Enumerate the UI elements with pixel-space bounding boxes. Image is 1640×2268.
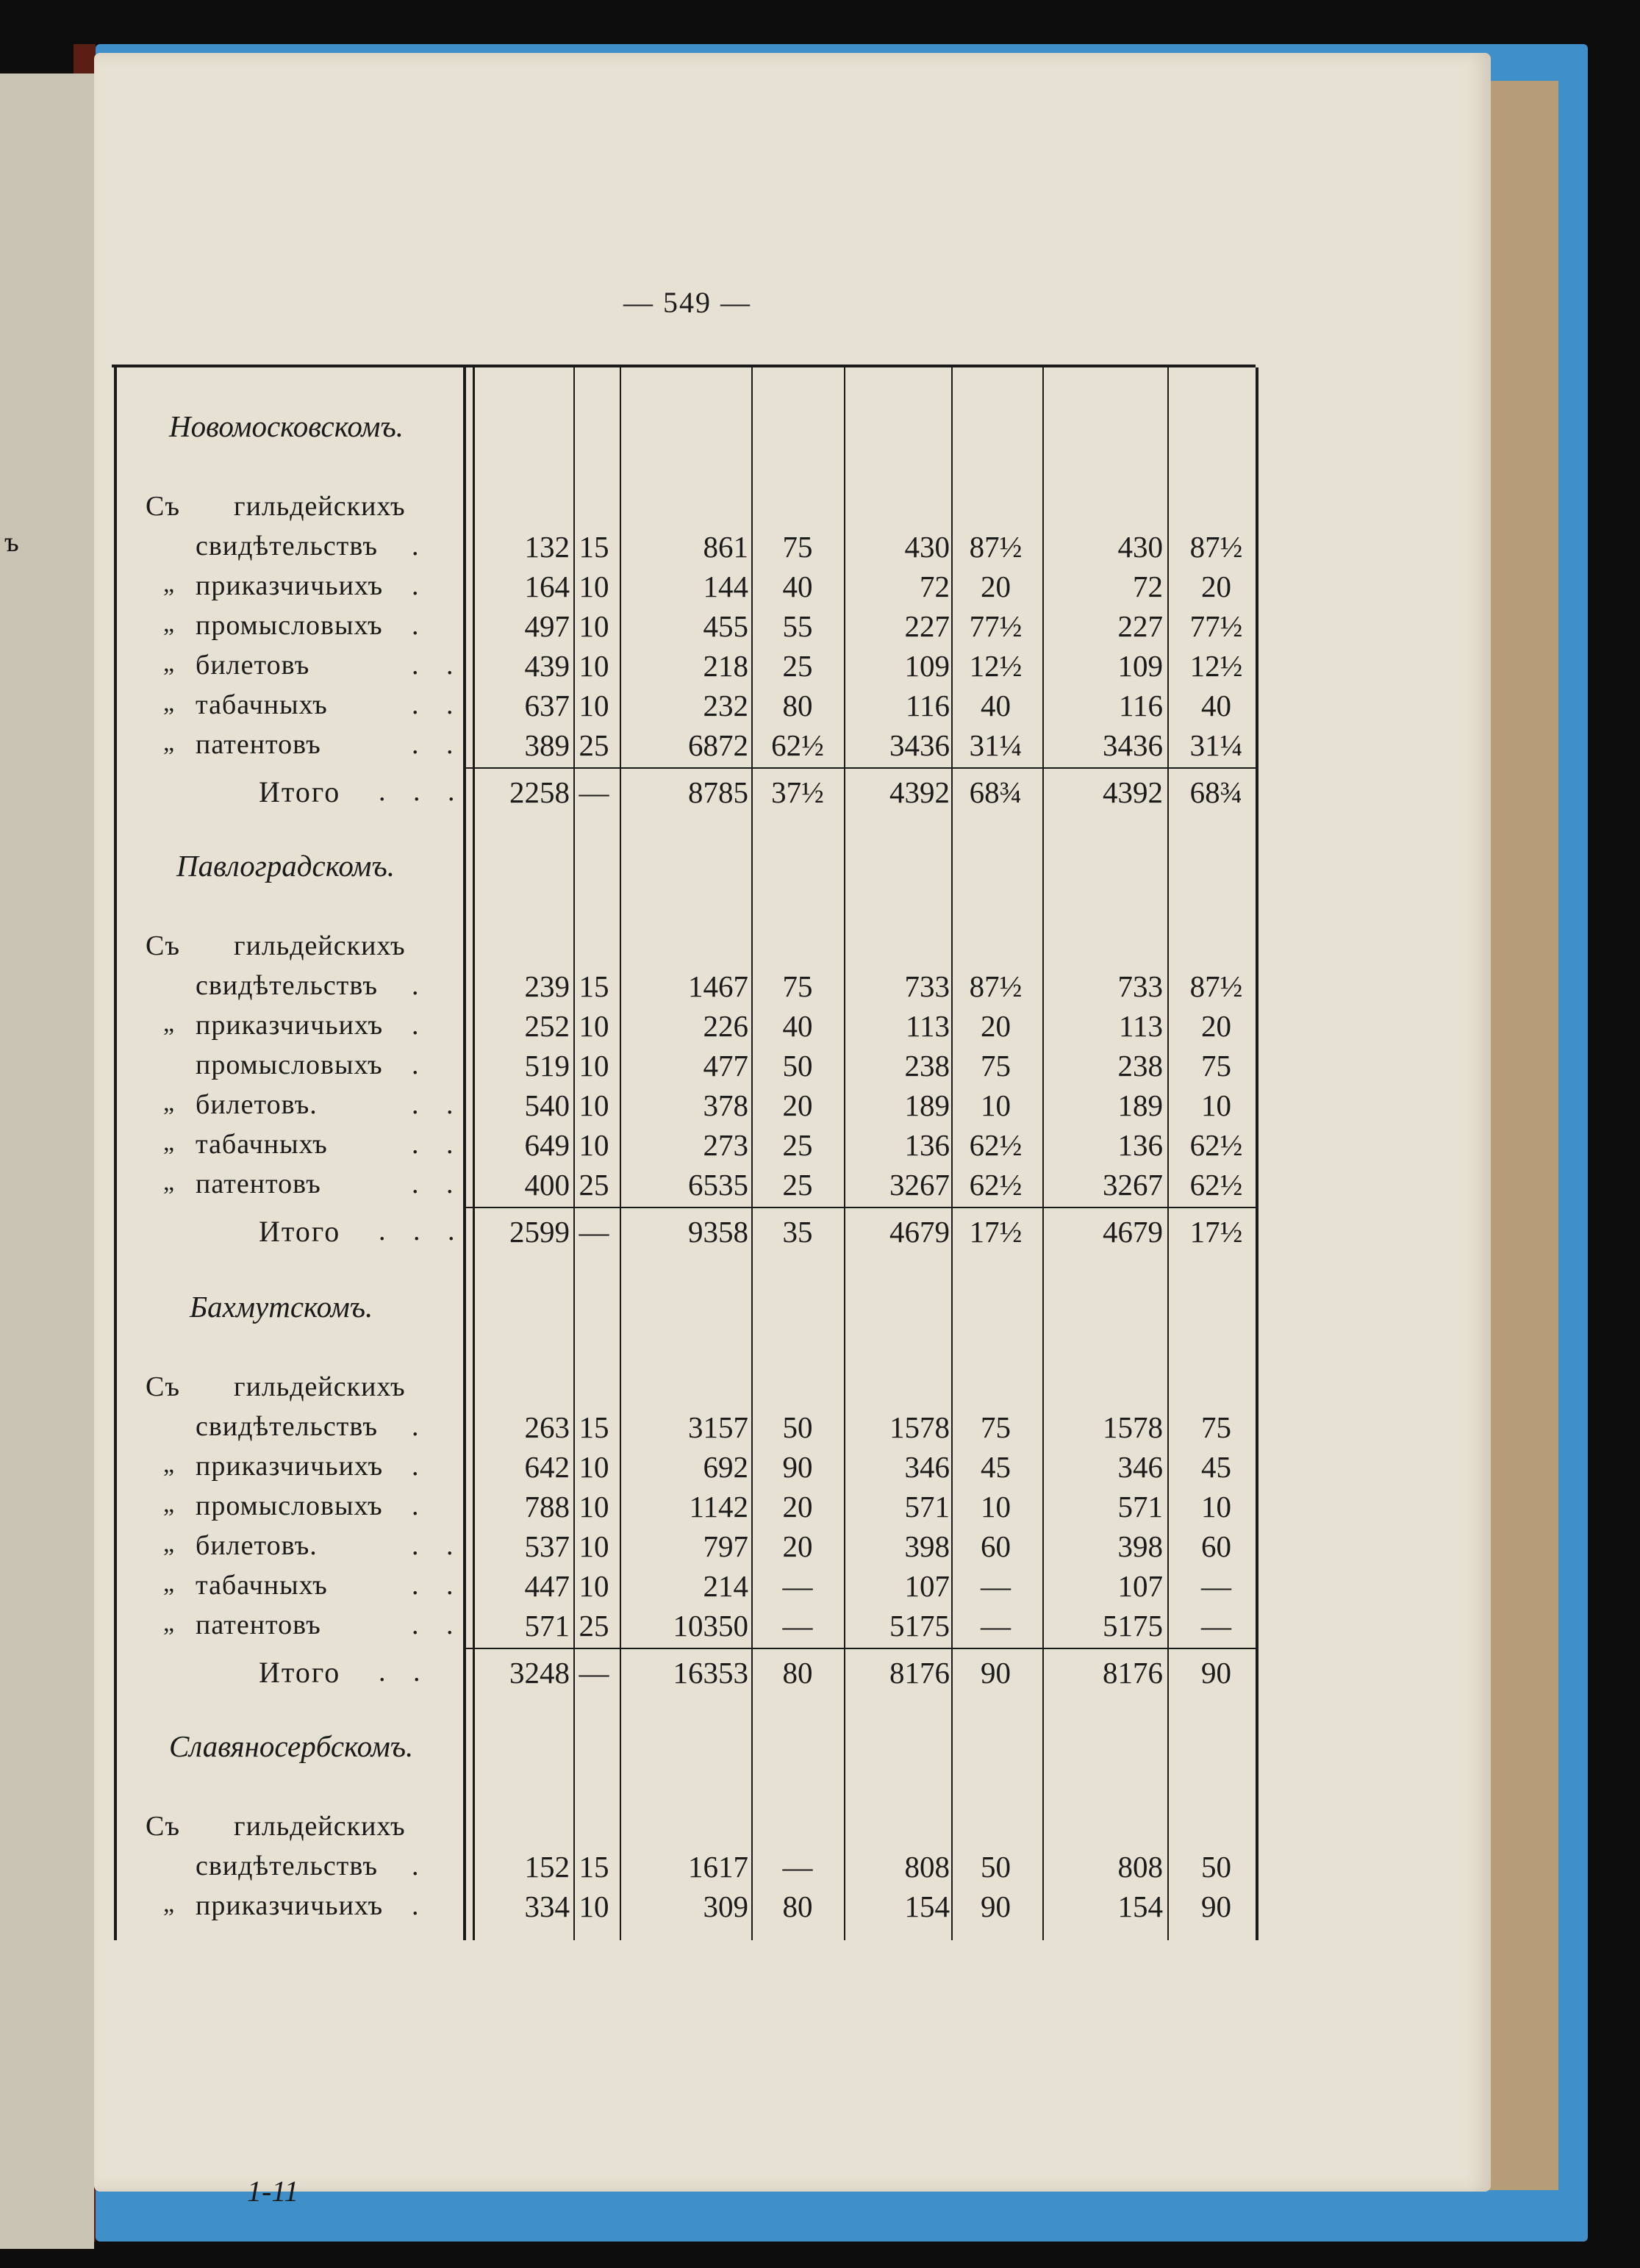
table-cell: 75 xyxy=(1201,1049,1231,1083)
total-cell: 2599 xyxy=(509,1215,570,1249)
table-cell: 80 xyxy=(782,689,813,722)
leader-dots: . . xyxy=(412,1169,464,1199)
leader-dots: . . xyxy=(412,1129,464,1160)
row-label: билетовъ. xyxy=(196,1089,318,1120)
table-cell: 10 xyxy=(579,609,609,643)
leader-dots: . . xyxy=(379,1657,431,1687)
table-cell: 12½ xyxy=(1189,649,1243,683)
row-label: приказчичьихъ xyxy=(196,1890,384,1921)
subtotal-rule xyxy=(463,767,1257,769)
total-cell: 9358 xyxy=(688,1215,748,1249)
table-cell: 3157 xyxy=(688,1410,748,1444)
table-cell: 90 xyxy=(782,1450,813,1484)
table-cell: 15 xyxy=(579,530,609,564)
table-cell: 571 xyxy=(1117,1490,1163,1524)
table-cell: 861 xyxy=(703,530,748,564)
total-cell: 37½ xyxy=(771,775,824,809)
table-cell: 227 xyxy=(904,609,950,643)
row-label: табачныхъ xyxy=(196,1129,328,1160)
table-cell: 808 xyxy=(1117,1850,1163,1884)
table-cell: 50 xyxy=(1201,1850,1231,1884)
table-cell: 20 xyxy=(981,570,1011,603)
table-cell: 87½ xyxy=(1189,530,1243,564)
table-cell: 10 xyxy=(579,1088,609,1122)
table-cell: 642 xyxy=(524,1450,570,1484)
row-label: приказчичьихъ xyxy=(196,570,384,601)
ditto-mark: „ xyxy=(163,689,175,717)
row-label: приказчичьихъ xyxy=(196,1451,384,1482)
ditto-mark: „ xyxy=(163,1089,175,1116)
total-cell: 35 xyxy=(782,1215,813,1249)
leader-dots: . xyxy=(412,1049,429,1080)
section-title: Новомосковскомъ. xyxy=(169,409,404,443)
table-cell: 25 xyxy=(579,1609,609,1643)
total-cell: 90 xyxy=(1201,1656,1231,1690)
table-cell: 87½ xyxy=(969,969,1023,1003)
table-cell: 10 xyxy=(981,1490,1011,1524)
ditto-mark: „ xyxy=(163,1169,175,1196)
table-cell: 5175 xyxy=(1103,1609,1163,1643)
table-cell: 430 xyxy=(904,530,950,564)
leader-dots: . xyxy=(412,1411,429,1442)
table-cell: — xyxy=(782,1609,813,1643)
table-cell: 537 xyxy=(524,1529,570,1563)
table-cell: 398 xyxy=(904,1529,950,1563)
row-prefix: Съ xyxy=(146,491,180,522)
table-cell: 55 xyxy=(782,609,813,643)
row-label: свидѣтельствъ xyxy=(196,1851,378,1881)
table-cell: 62½ xyxy=(969,1168,1023,1202)
table-cell: 87½ xyxy=(969,530,1023,564)
table-cell: 6535 xyxy=(688,1168,748,1202)
page-number: — 549 — xyxy=(623,286,751,319)
table-cell: 1617 xyxy=(688,1850,748,1884)
table-cell: 50 xyxy=(981,1850,1011,1884)
total-cell: 3248 xyxy=(509,1656,570,1690)
row-label: свидѣтельствъ xyxy=(196,970,378,1001)
table-cell: 152 xyxy=(524,1850,570,1884)
total-cell: 90 xyxy=(981,1656,1011,1690)
table-cell: 72 xyxy=(1133,570,1163,603)
row-label: гильдейскихъ xyxy=(234,1371,406,1402)
table-cell: — xyxy=(782,1850,813,1884)
table-cell: 3436 xyxy=(889,728,950,762)
leader-dots: . xyxy=(412,531,429,561)
table-cell: 113 xyxy=(906,1009,950,1043)
table-cell: — xyxy=(1201,1569,1231,1603)
table-cell: 232 xyxy=(703,689,748,722)
row-prefix: Съ xyxy=(146,1371,180,1402)
table-cell: 10 xyxy=(579,1490,609,1524)
leader-dots: . . . xyxy=(379,776,465,807)
table-cell: 113 xyxy=(1119,1009,1163,1043)
table-cell: 519 xyxy=(524,1049,570,1083)
table-cell: 227 xyxy=(1117,609,1163,643)
table-cell: 60 xyxy=(981,1529,1011,1563)
total-label: Итого xyxy=(259,775,341,808)
table-cell: 31¼ xyxy=(1189,728,1243,762)
table-cell: 692 xyxy=(703,1450,748,1484)
table-cell: 430 xyxy=(1117,530,1163,564)
table-cell: 45 xyxy=(1201,1450,1231,1484)
total-cell: 4392 xyxy=(1103,775,1163,809)
table-cell: 455 xyxy=(703,609,748,643)
table-cell: 10 xyxy=(981,1088,1011,1122)
row-label: гильдейскихъ xyxy=(234,1811,406,1842)
table-cell: 62½ xyxy=(1189,1168,1243,1202)
table-cell: 20 xyxy=(782,1088,813,1122)
table-cell: 346 xyxy=(1117,1450,1163,1484)
ditto-mark: „ xyxy=(163,1610,175,1637)
leader-dots: . xyxy=(412,1490,429,1521)
table-cell: 346 xyxy=(904,1450,950,1484)
table-cell: 808 xyxy=(904,1850,950,1884)
table-cell: 40 xyxy=(782,1009,813,1043)
table-cell: 10 xyxy=(579,1529,609,1563)
table-cell: 25 xyxy=(782,1168,813,1202)
section-title: Бахмутскомъ. xyxy=(190,1290,373,1324)
table-cell: 40 xyxy=(981,689,1011,722)
table-cell: 252 xyxy=(524,1009,570,1043)
table-cell: 214 xyxy=(703,1569,748,1603)
leader-dots: . xyxy=(412,1451,429,1482)
table-cell: 10 xyxy=(1201,1490,1231,1524)
table-cell: 136 xyxy=(904,1128,950,1162)
leader-dots: . . . xyxy=(379,1216,465,1246)
total-cell: 2258 xyxy=(509,775,570,809)
leader-dots: . xyxy=(412,1890,429,1921)
ditto-mark: „ xyxy=(163,570,175,597)
table-cell: 164 xyxy=(524,570,570,603)
table-cell: 447 xyxy=(524,1569,570,1603)
table-cell: 62½ xyxy=(969,1128,1023,1162)
table-cell: 60 xyxy=(1201,1529,1231,1563)
column-rule xyxy=(1167,367,1169,1940)
ditto-mark: „ xyxy=(163,610,175,637)
table-cell: 109 xyxy=(904,649,950,683)
table-cell: 571 xyxy=(904,1490,950,1524)
ditto-mark: „ xyxy=(163,650,175,677)
table-cell: 273 xyxy=(703,1128,748,1162)
table-cell: 10 xyxy=(579,649,609,683)
table-cell: 10 xyxy=(579,1128,609,1162)
table-cell: 10 xyxy=(1201,1088,1231,1122)
column-rule xyxy=(114,367,117,1940)
table-cell: 238 xyxy=(1117,1049,1163,1083)
row-label: табачныхъ xyxy=(196,1570,328,1601)
table-cell: 15 xyxy=(579,1410,609,1444)
table-cell: 75 xyxy=(981,1410,1011,1444)
leader-dots: . xyxy=(412,610,429,641)
table-cell: 3267 xyxy=(1103,1168,1163,1202)
table-cell: 90 xyxy=(981,1890,1011,1923)
ditto-mark: „ xyxy=(163,1451,175,1478)
table-cell: 62½ xyxy=(771,728,824,762)
table-cell: 733 xyxy=(904,969,950,1003)
table-cell: 25 xyxy=(579,728,609,762)
table-cell: 31¼ xyxy=(969,728,1023,762)
section-title: Павлоградскомъ. xyxy=(176,849,395,883)
row-label: гильдейскихъ xyxy=(234,491,406,522)
table-cell: — xyxy=(981,1609,1011,1643)
table-cell: 398 xyxy=(1117,1529,1163,1563)
table-cell: 10 xyxy=(579,1049,609,1083)
total-cell: 4679 xyxy=(1103,1215,1163,1249)
table-top-rule xyxy=(112,365,1256,367)
table-cell: 45 xyxy=(981,1450,1011,1484)
leader-dots: . . xyxy=(412,1570,464,1601)
leader-dots: . xyxy=(412,570,429,601)
table-cell: 389 xyxy=(524,728,570,762)
table-cell: 218 xyxy=(703,649,748,683)
total-cell: 8176 xyxy=(889,1656,950,1690)
table-cell: 107 xyxy=(904,1569,950,1603)
leader-dots: . . xyxy=(412,1610,464,1640)
table-cell: 3436 xyxy=(1103,728,1163,762)
table-cell: 116 xyxy=(1119,689,1163,722)
table-cell: 154 xyxy=(904,1890,950,1923)
table-cell: 40 xyxy=(782,570,813,603)
table-cell: 1578 xyxy=(889,1410,950,1444)
table-cell: 107 xyxy=(1117,1569,1163,1603)
column-rule xyxy=(751,367,753,1940)
table-cell: 77½ xyxy=(1189,609,1243,643)
margin-annotation: 1-11 xyxy=(247,2175,299,2208)
leader-dots: . . xyxy=(412,689,464,720)
total-cell: 68¾ xyxy=(969,775,1023,809)
table-cell: 25 xyxy=(579,1168,609,1202)
total-cell: 4392 xyxy=(889,775,950,809)
table-cell: 15 xyxy=(579,1850,609,1884)
table-cell: 239 xyxy=(524,969,570,1003)
leader-dots: . xyxy=(412,1851,429,1881)
section-title: Славяносербскомъ. xyxy=(169,1729,414,1763)
table-cell: 400 xyxy=(524,1168,570,1202)
table-cell: 10 xyxy=(579,689,609,722)
table-cell: 20 xyxy=(981,1009,1011,1043)
total-cell: 4679 xyxy=(889,1215,950,1249)
leader-dots: . . xyxy=(412,650,464,681)
table-cell: 75 xyxy=(782,969,813,1003)
table-cell: 77½ xyxy=(969,609,1023,643)
table-cell: 12½ xyxy=(969,649,1023,683)
table-cell: 540 xyxy=(524,1088,570,1122)
table-cell: 10350 xyxy=(673,1609,748,1643)
row-label: патентовъ xyxy=(196,729,321,760)
table-cell: 80 xyxy=(782,1890,813,1923)
leader-dots: . . xyxy=(412,729,464,760)
total-cell: 8176 xyxy=(1103,1656,1163,1690)
row-label: патентовъ xyxy=(196,1610,321,1640)
ditto-mark: „ xyxy=(163,1530,175,1557)
table-cell: 40 xyxy=(1201,689,1231,722)
table-cell: 571 xyxy=(524,1609,570,1643)
table-cell: 238 xyxy=(904,1049,950,1083)
table-cell: 144 xyxy=(703,570,748,603)
table-cell: 75 xyxy=(782,530,813,564)
row-label: промысловыхъ xyxy=(196,1049,383,1080)
table-cell: — xyxy=(1201,1609,1231,1643)
table-cell: 1142 xyxy=(689,1490,748,1524)
row-label: билетовъ. xyxy=(196,1530,318,1561)
table-cell: 1467 xyxy=(688,969,748,1003)
table-cell: 1578 xyxy=(1103,1410,1163,1444)
table-cell: 132 xyxy=(524,530,570,564)
table-cell: 87½ xyxy=(1189,969,1243,1003)
row-label: гильдейскихъ xyxy=(234,930,406,961)
total-cell: 17½ xyxy=(1189,1215,1243,1249)
table-cell: 378 xyxy=(703,1088,748,1122)
total-label: Итого xyxy=(259,1215,341,1248)
table-cell: 10 xyxy=(579,1890,609,1923)
subtotal-rule xyxy=(463,1648,1257,1649)
table-cell: 439 xyxy=(524,649,570,683)
table-cell: 788 xyxy=(524,1490,570,1524)
total-cell: 17½ xyxy=(969,1215,1023,1249)
table-cell: 263 xyxy=(524,1410,570,1444)
ditto-mark: „ xyxy=(163,1490,175,1518)
subtotal-rule xyxy=(463,1207,1257,1208)
facing-page xyxy=(0,73,94,2249)
facing-page-fragment: ъ xyxy=(4,527,19,558)
table-cell: 3267 xyxy=(889,1168,950,1202)
table-cell: 90 xyxy=(1201,1890,1231,1923)
total-cell: — xyxy=(579,1656,609,1690)
row-label: свидѣтельствъ xyxy=(196,531,378,561)
table-cell: 62½ xyxy=(1189,1128,1243,1162)
table-cell: 136 xyxy=(1117,1128,1163,1162)
column-rule xyxy=(620,367,621,1940)
table-cell: 797 xyxy=(703,1529,748,1563)
row-label: табачныхъ xyxy=(196,689,328,720)
row-label: свидѣтельствъ xyxy=(196,1411,378,1442)
table-cell: 226 xyxy=(703,1009,748,1043)
column-rule xyxy=(1042,367,1044,1940)
table-cell: 10 xyxy=(579,570,609,603)
row-label: приказчичьихъ xyxy=(196,1010,384,1041)
table-cell: 189 xyxy=(1117,1088,1163,1122)
table-cell: 50 xyxy=(782,1049,813,1083)
leader-dots: . . xyxy=(412,1089,464,1120)
table-cell: 25 xyxy=(782,649,813,683)
leader-dots: . xyxy=(412,970,429,1001)
table-cell: 154 xyxy=(1117,1890,1163,1923)
row-prefix: Съ xyxy=(146,930,180,961)
table-cell: 20 xyxy=(782,1490,813,1524)
table-cell: 20 xyxy=(782,1529,813,1563)
ditto-mark: „ xyxy=(163,1570,175,1597)
total-cell: 80 xyxy=(782,1656,813,1690)
table-cell: 50 xyxy=(782,1410,813,1444)
table-cell: 497 xyxy=(524,609,570,643)
row-label: промысловыхъ xyxy=(196,1490,383,1521)
total-cell: — xyxy=(579,1215,609,1249)
table-cell: 649 xyxy=(524,1128,570,1162)
ditto-mark: „ xyxy=(163,729,175,756)
table-cell: 10 xyxy=(579,1450,609,1484)
table-cell: 477 xyxy=(703,1049,748,1083)
ditto-mark: „ xyxy=(163,1010,175,1037)
table-cell: 75 xyxy=(981,1049,1011,1083)
leader-dots: . . xyxy=(412,1530,464,1561)
row-label: промысловыхъ xyxy=(196,610,383,641)
table-cell: 72 xyxy=(920,570,950,603)
table-cell: 5175 xyxy=(889,1609,950,1643)
table-cell: 309 xyxy=(703,1890,748,1923)
table-cell: 20 xyxy=(1201,570,1231,603)
row-prefix: Съ xyxy=(146,1811,180,1842)
table-cell: 334 xyxy=(524,1890,570,1923)
total-cell: 68¾ xyxy=(1189,775,1243,809)
table-cell: — xyxy=(782,1569,813,1603)
table-cell: 189 xyxy=(904,1088,950,1122)
total-label: Итого xyxy=(259,1656,341,1689)
total-cell: 16353 xyxy=(673,1656,748,1690)
table-cell: 15 xyxy=(579,969,609,1003)
column-rule xyxy=(951,367,953,1940)
row-label: патентовъ xyxy=(196,1169,321,1199)
table-cell: 637 xyxy=(524,689,570,722)
table-cell: 6872 xyxy=(688,728,748,762)
table-cell: 20 xyxy=(1201,1009,1231,1043)
table-cell: 75 xyxy=(1201,1410,1231,1444)
table-cell: 109 xyxy=(1117,649,1163,683)
column-rule xyxy=(463,367,466,1940)
table-cell: 116 xyxy=(906,689,950,722)
table-cell: 733 xyxy=(1117,969,1163,1003)
leader-dots: . xyxy=(412,1010,429,1041)
table-cell: 10 xyxy=(579,1569,609,1603)
table-cell: 10 xyxy=(579,1009,609,1043)
total-cell: 8785 xyxy=(688,775,748,809)
ditto-mark: „ xyxy=(163,1890,175,1917)
row-label: билетовъ xyxy=(196,650,310,681)
total-cell: — xyxy=(579,775,609,809)
table-cell: 25 xyxy=(782,1128,813,1162)
table-cell: — xyxy=(981,1569,1011,1603)
ditto-mark: „ xyxy=(163,1129,175,1156)
